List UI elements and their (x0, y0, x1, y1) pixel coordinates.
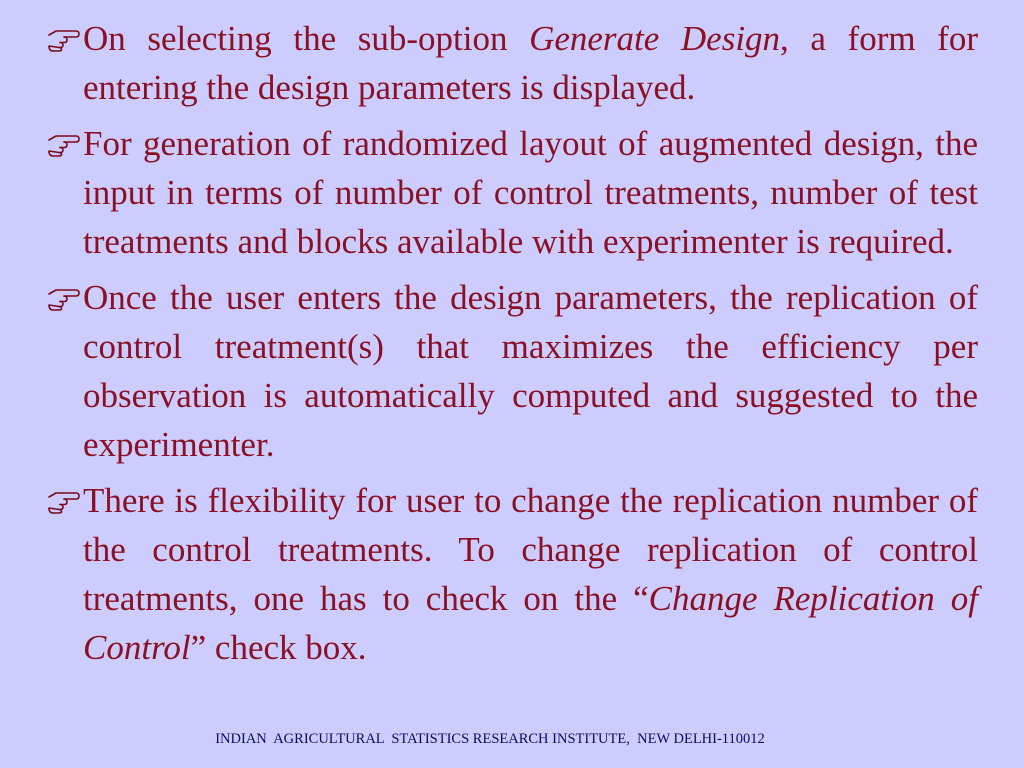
bullet-item (46, 476, 978, 672)
bullet-item (46, 273, 978, 469)
bullet-text: Once the user enters the design parameters, the replication of control treatment(s) that maximizes the efficiency per observation is automatically computed and suggested to the experimenter. (83, 278, 978, 464)
pointing-hand-icon (46, 285, 83, 313)
pointing-hand-icon (46, 488, 83, 516)
bullet-item (46, 119, 978, 266)
bullet-list (46, 14, 978, 679)
bullet-text: There is flexibility for user to change the replication number of the control treatments. To change replication of control treatments, one has to check on the “Change Replication of Control” check box. (83, 481, 978, 667)
bullet-item (46, 14, 978, 112)
footer-institute: INDIAN AGRICULTURAL STATISTICS RESEARCH INSTITUTE, NEW DELHI-110012 (215, 731, 765, 747)
emphasis-change-replication-of-control: Change Replication of Control (83, 579, 978, 667)
pointing-hand-icon (46, 131, 83, 159)
bullet-text: On selecting the sub-option Generate Design, a form for entering the design parameters is displayed. (83, 19, 978, 107)
bullet-text: For generation of randomized layout of augmented design, the input in terms of number of control treatments, number of test treatments and blocks available with experimenter is required. (83, 124, 978, 261)
pointing-hand-icon (46, 26, 83, 54)
emphasis-generate-design: Generate Design (529, 19, 781, 58)
